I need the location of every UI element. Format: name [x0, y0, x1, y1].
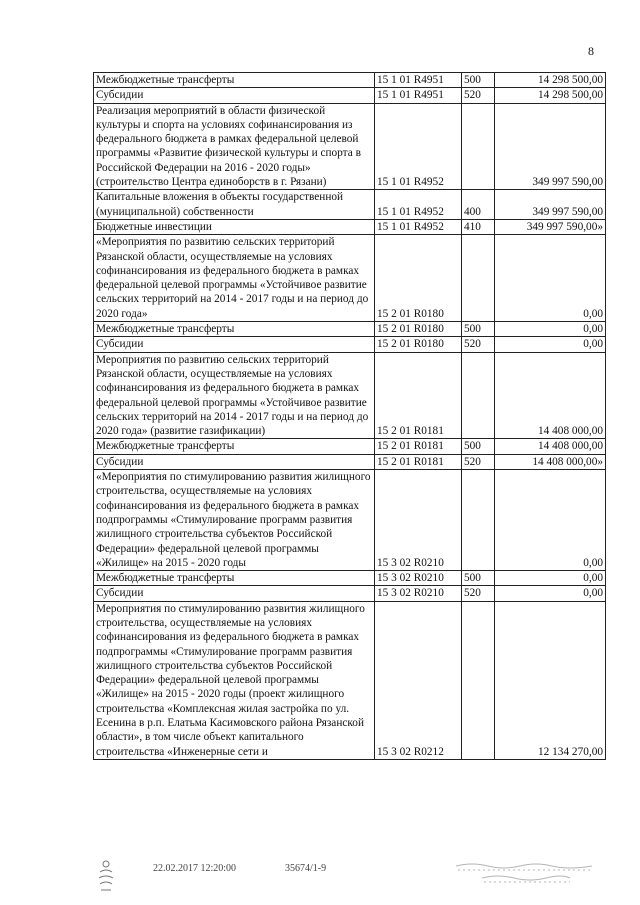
row-description: Субсидии — [94, 454, 375, 469]
row-amount: 14 408 000,00 — [495, 439, 606, 454]
table-row — [94, 219, 606, 234]
row-target-code: 15 3 02 R0210 — [375, 470, 462, 571]
table-row — [94, 337, 606, 352]
table-row — [94, 235, 606, 322]
row-description: Межбюджетные трансферты — [94, 439, 375, 454]
table-row — [94, 586, 606, 601]
row-target-code: 15 1 01 R4952 — [375, 103, 462, 190]
budget-table — [93, 72, 606, 760]
row-description: Реализация мероприятий в области физической культуры и спорта на условиях софинансирования из федерального бюджета в рамках федеральной целевой программы «Развитие физической культуры и спорта в Российской Федерации на 2016 - 2020 годы» (строительство Центра единоборств в г. Рязани) — [94, 103, 375, 190]
row-description: Межбюджетные трансферты — [94, 73, 375, 88]
row-expense-type — [462, 601, 495, 759]
table-row — [94, 352, 606, 439]
row-target-code: 15 3 02 R0210 — [375, 571, 462, 586]
row-description: Субсидии — [94, 88, 375, 103]
table-row — [94, 470, 606, 571]
row-target-code: 15 1 01 R4952 — [375, 190, 462, 220]
table-row — [94, 88, 606, 103]
row-expense-type: 520 — [462, 586, 495, 601]
table-row — [94, 103, 606, 190]
row-amount: 14 298 500,00 — [495, 73, 606, 88]
footer-timestamp: 22.02.2017 12:20:00 — [153, 863, 237, 874]
row-amount: 0,00 — [495, 235, 606, 322]
row-amount: 0,00 — [495, 586, 606, 601]
row-target-code: 15 2 01 R0180 — [375, 322, 462, 337]
row-description: «Мероприятия по развитию сельских территорий Рязанской области, осуществляемые на условиях софинансирования из федерального бюджета в рамках федеральной целевой программы «Устойчивое развитие сельских территорий на 2014 - 2017 годы и на период до 2020 года» — [94, 235, 375, 322]
page-footer — [0, 858, 640, 898]
row-target-code: 15 1 01 R4952 — [375, 219, 462, 234]
row-expense-type — [462, 235, 495, 322]
row-amount: 0,00 — [495, 337, 606, 352]
row-description: Межбюджетные трансферты — [94, 571, 375, 586]
row-amount: 349 997 590,00 — [495, 190, 606, 220]
row-expense-type: 520 — [462, 337, 495, 352]
row-target-code: 15 3 02 R0210 — [375, 586, 462, 601]
table-row — [94, 454, 606, 469]
department-watermark-icon — [452, 858, 602, 888]
row-expense-type — [462, 103, 495, 190]
row-expense-type — [462, 352, 495, 439]
row-target-code: 15 2 01 R0181 — [375, 352, 462, 439]
row-target-code: 15 2 01 R0180 — [375, 235, 462, 322]
row-expense-type — [462, 470, 495, 571]
row-description: Мероприятия по развитию сельских территорий Рязанской области, осуществляемые на условиях софинансирования из федерального бюджета в рамках федеральной целевой программы «Устойчивое развитие сельских территорий на 2014 - 2017 годы и на период до 2020 года» (развитие газификации) — [94, 352, 375, 439]
row-expense-type: 520 — [462, 88, 495, 103]
table-row — [94, 73, 606, 88]
row-expense-type: 500 — [462, 73, 495, 88]
row-target-code: 15 2 01 R0181 — [375, 439, 462, 454]
row-description: Мероприятия по стимулированию развития жилищного строительства, осуществляемые на условиях софинансирования из федерального бюджета в рамках подпрограммы «Стимулирование программ развития жилищного строительства субъектов Российской Федерации» федеральной целевой программы «Жилище» на 2015 - 2020 годы (проект жилищного строительства «Комплексная жилая застройка по ул. Есенина в р.п. Елатьма Касимовского района Рязанской области», в том числе объект капитального строительства «Инженерные сети и — [94, 601, 375, 759]
row-amount: 12 134 270,00 — [495, 601, 606, 759]
row-expense-type: 500 — [462, 571, 495, 586]
row-expense-type: 410 — [462, 219, 495, 234]
table-row — [94, 190, 606, 220]
row-amount: 349 997 590,00» — [495, 219, 606, 234]
row-description: «Мероприятия по стимулированию развития жилищного строительства, осуществляемые на условиях софинансирования из федерального бюджета в рамках подпрограммы «Стимулирование программ развития жилищного строительства субъектов Российской Федерации» федеральной целевой программы «Жилище» на 2015 - 2020 годы — [94, 470, 375, 571]
row-amount: 0,00 — [495, 322, 606, 337]
row-description: Субсидии — [94, 337, 375, 352]
table-row — [94, 601, 606, 759]
footer-doc-number: 35674/1-9 — [285, 863, 327, 874]
row-amount: 0,00 — [495, 470, 606, 571]
row-expense-type: 400 — [462, 190, 495, 220]
row-description: Бюджетные инвестиции — [94, 219, 375, 234]
row-amount: 0,00 — [495, 571, 606, 586]
row-target-code: 15 2 01 R0180 — [375, 337, 462, 352]
document-stamp-icon — [96, 858, 116, 894]
table-row — [94, 571, 606, 586]
table-row — [94, 322, 606, 337]
row-amount: 14 298 500,00 — [495, 88, 606, 103]
row-amount: 14 408 000,00» — [495, 454, 606, 469]
row-description: Межбюджетные трансферты — [94, 322, 375, 337]
row-description: Капитальные вложения в объекты государственной (муниципальной) собственности — [94, 190, 375, 220]
table-row — [94, 439, 606, 454]
row-amount: 349 997 590,00 — [495, 103, 606, 190]
row-target-code: 15 1 01 R4951 — [375, 73, 462, 88]
page-number: 8 — [588, 44, 594, 58]
row-description: Субсидии — [94, 586, 375, 601]
row-target-code: 15 3 02 R0212 — [375, 601, 462, 759]
row-target-code: 15 2 01 R0181 — [375, 454, 462, 469]
row-expense-type: 500 — [462, 439, 495, 454]
row-expense-type: 500 — [462, 322, 495, 337]
row-expense-type: 520 — [462, 454, 495, 469]
row-amount: 14 408 000,00 — [495, 352, 606, 439]
row-target-code: 15 1 01 R4951 — [375, 88, 462, 103]
